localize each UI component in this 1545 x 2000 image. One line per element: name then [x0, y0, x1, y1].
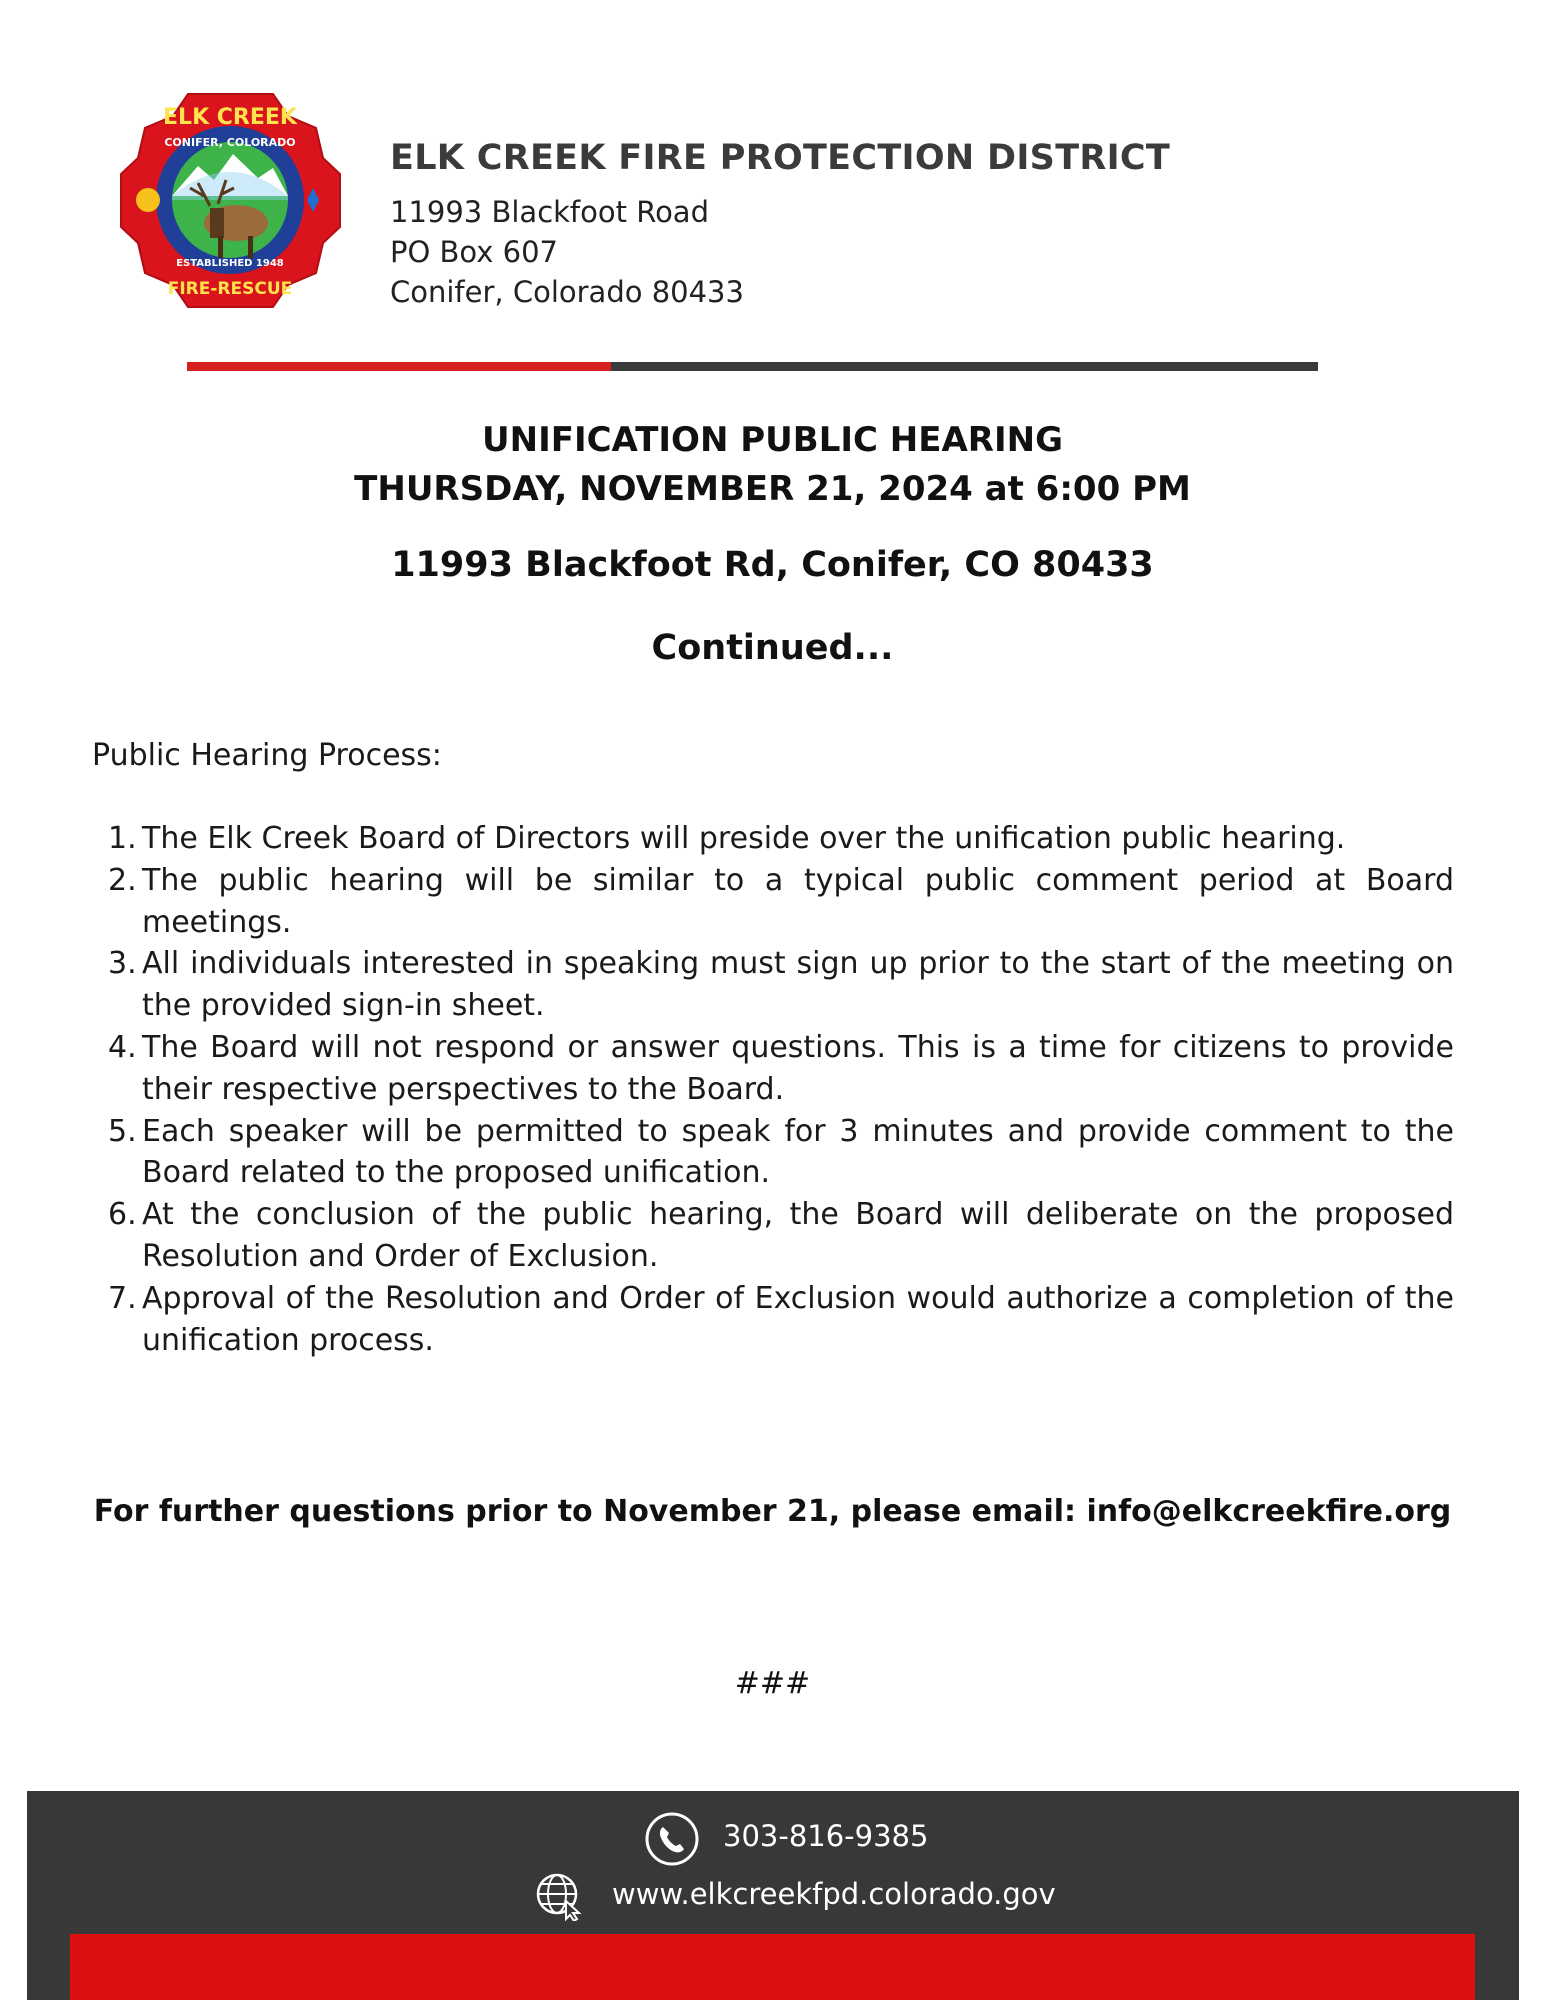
- step-text: All individuals interested in speaking must sign up prior to the start of the meeting on the provided sign-in sheet.: [142, 946, 1454, 1024]
- svg-text:FIRE-RESCUE: FIRE-RESCUE: [167, 279, 293, 299]
- list-item: [92, 860, 1454, 944]
- continued-label: Continued...: [651, 628, 894, 668]
- list-item: [92, 943, 1454, 1027]
- step-number: 5.: [108, 1113, 137, 1149]
- list-item: [92, 1278, 1454, 1362]
- phone-icon: [644, 1811, 700, 1867]
- list-item: [92, 818, 1454, 860]
- address-line-2: PO Box 607: [390, 235, 559, 269]
- footer-website: www.elkcreekfpd.colorado.gov: [612, 1877, 1056, 1911]
- elk-fire-badge-icon: [118, 88, 343, 313]
- svg-text:ELK CREEK: ELK CREEK: [163, 105, 297, 130]
- step-text: Approval of the Resolution and Order of Exclusion would authorize a completion of the unification process.: [142, 1280, 1454, 1358]
- list-item: [92, 1111, 1454, 1195]
- step-number: 4.: [108, 1029, 137, 1065]
- address-line-1: 11993 Blackfoot Road: [390, 195, 709, 229]
- step-number: 2.: [108, 862, 137, 898]
- step-text: The public hearing will be similar to a typical public comment period at Board meetings.: [142, 862, 1454, 940]
- step-number: 1.: [108, 821, 137, 856]
- step-text: The Board will not respond or answer questions. This is a time for citizens to provide their respective perspectives to the Board.: [142, 1029, 1454, 1107]
- step-number: 7.: [108, 1280, 137, 1316]
- step-text: At the conclusion of the public hearing, the Board will deliberate on the proposed Resolution and Order of Exclusion.: [142, 1197, 1454, 1274]
- hearing-location: 11993 Blackfoot Rd, Conifer, CO 80433: [391, 545, 1154, 585]
- footer-red-band: [70, 1934, 1475, 2000]
- step-number: 6.: [108, 1197, 137, 1233]
- contact-email-note: For further questions prior to November 21, please email: info@elkcreekfire.org: [93, 1494, 1452, 1529]
- hearing-date-time: THURSDAY, NOVEMBER 21, 2024 at 6:00 PM: [354, 469, 1191, 509]
- organization-name: ELK CREEK FIRE PROTECTION DISTRICT: [390, 138, 1171, 178]
- process-heading: Public Hearing Process:: [92, 738, 442, 773]
- list-item: [92, 1027, 1454, 1111]
- svg-text:ESTABLISHED 1948: ESTABLISHED 1948: [176, 258, 284, 269]
- process-steps-list: [92, 818, 1454, 1361]
- address-line-3: Conifer, Colorado 80433: [390, 275, 744, 309]
- hearing-title: UNIFICATION PUBLIC HEARING: [482, 420, 1063, 460]
- svg-text:CONIFER, COLORADO: CONIFER, COLORADO: [164, 136, 296, 149]
- globe-icon: [534, 1871, 584, 1921]
- end-mark: ###: [734, 1666, 811, 1701]
- divider-dark: [611, 362, 1318, 371]
- step-text: The Elk Creek Board of Directors will preside over the unification public hearing.: [142, 821, 1346, 856]
- step-text: Each speaker will be permitted to speak for 3 minutes and provide comment to the Board related to the proposed unification.: [142, 1113, 1454, 1191]
- step-number: 3.: [108, 946, 137, 982]
- list-item: [92, 1194, 1454, 1278]
- footer-phone: 303-816-9385: [723, 1819, 929, 1853]
- divider-red: [187, 362, 611, 371]
